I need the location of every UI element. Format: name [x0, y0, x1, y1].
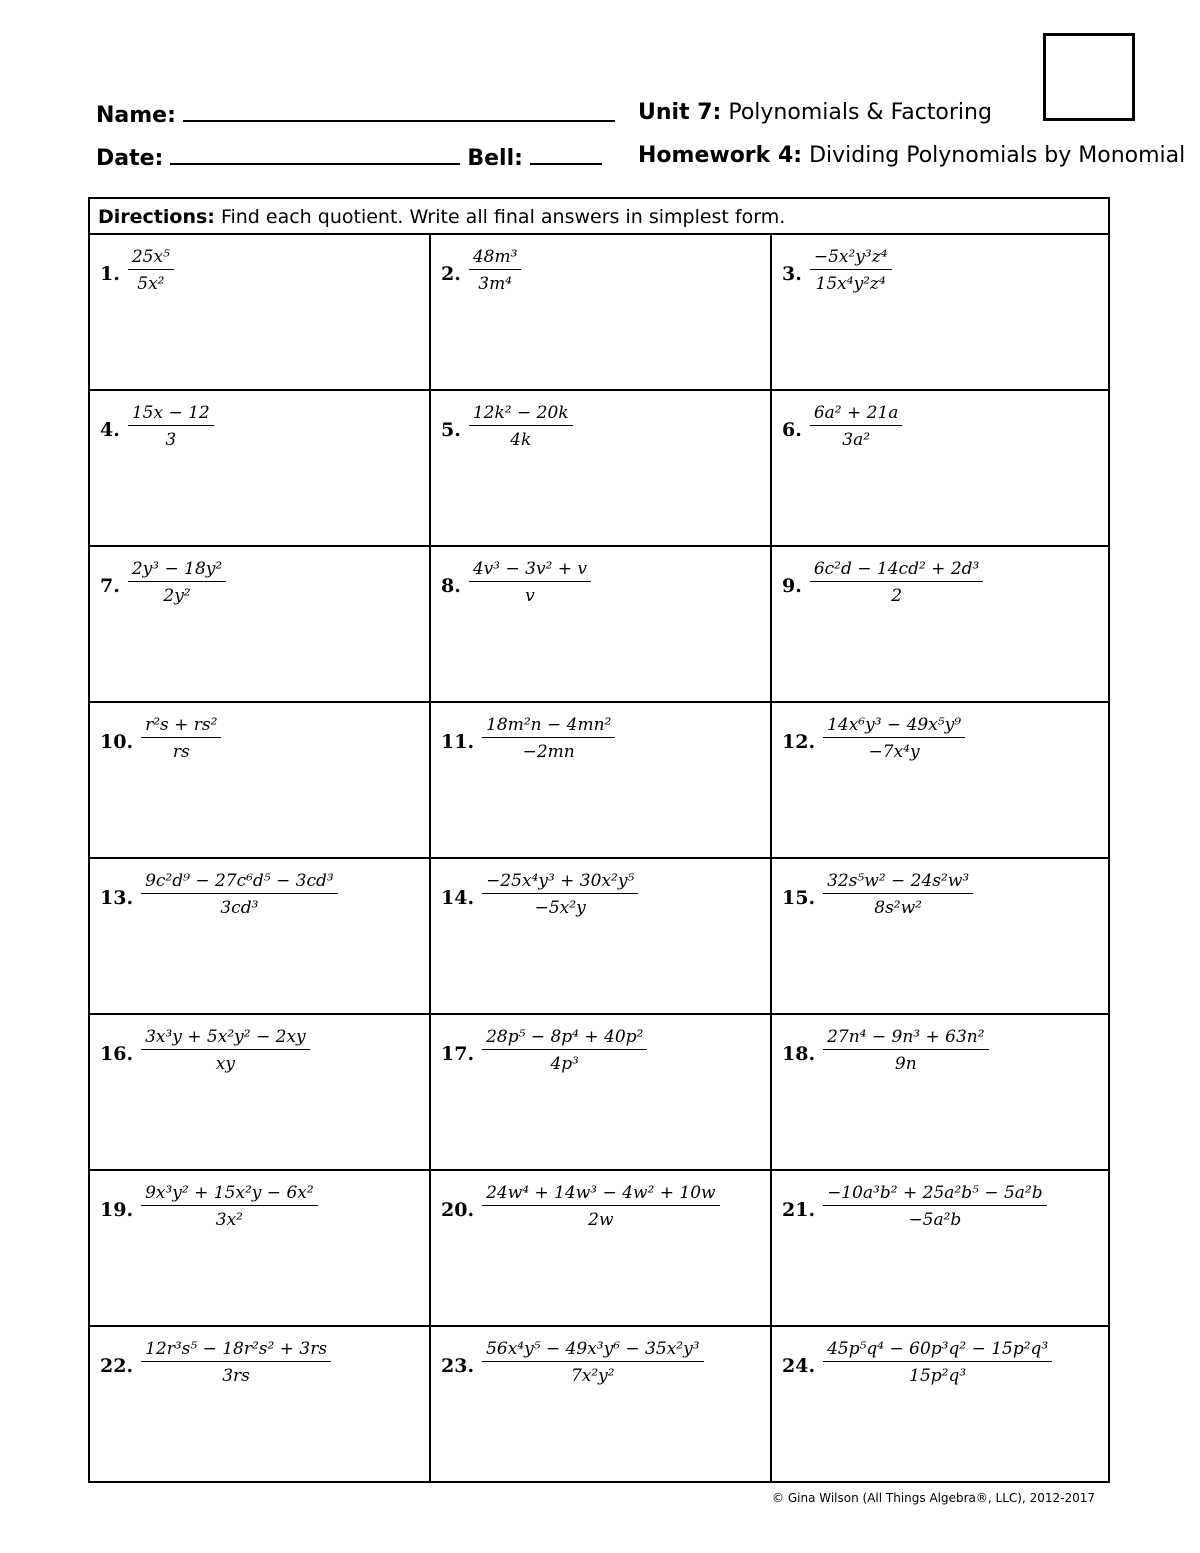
bell-field[interactable] [530, 143, 602, 165]
problem-grid [90, 235, 1108, 1483]
problem-fraction [810, 403, 903, 450]
date-field[interactable] [170, 143, 460, 165]
fraction-denominator: xy [215, 1054, 235, 1074]
problem-cell[interactable] [90, 1327, 431, 1483]
problem-number: 3. [782, 263, 802, 285]
fraction-numerator: 3x³y + 5x²y² − 2xy [141, 1027, 310, 1050]
problem-number: 11. [441, 731, 475, 753]
problem-fraction [141, 715, 221, 762]
fraction-numerator: 25x⁵ [128, 247, 174, 270]
problem-fraction [141, 1339, 331, 1386]
problem-cell[interactable] [431, 547, 772, 703]
homework-heading [638, 143, 1185, 168]
problem-number: 16. [100, 1043, 134, 1065]
copyright-footer: © Gina Wilson (All Things Algebra®, LLC), 2012-2017 [772, 1491, 1095, 1505]
problem-cell[interactable] [772, 391, 1108, 547]
fraction-denominator: 3x² [215, 1210, 243, 1230]
fraction-numerator: 32s⁵w² − 24s²w³ [823, 871, 973, 894]
problem-fraction [482, 871, 638, 918]
fraction-denominator: 7x²y² [570, 1366, 615, 1386]
problem-cell[interactable] [90, 1015, 431, 1171]
problem-cell[interactable] [431, 235, 772, 391]
directions-text: Find each quotient. Write all final answers in simplest form. [220, 206, 786, 228]
fraction-numerator: 12r³s⁵ − 18r²s² + 3rs [141, 1339, 331, 1362]
problem-number: 7. [100, 575, 120, 597]
problem-fraction [141, 1183, 318, 1230]
fraction-denominator: 2y² [163, 586, 191, 606]
problem-number: 24. [782, 1355, 816, 1377]
fraction-denominator: −2mn [522, 742, 575, 762]
fraction-denominator: rs [172, 742, 190, 762]
problem-number: 22. [100, 1355, 134, 1377]
problem-number: 23. [441, 1355, 475, 1377]
problem-fraction [482, 1027, 647, 1074]
problem-fraction [141, 871, 338, 918]
fraction-numerator: 12k² − 20k [469, 403, 573, 426]
worksheet-table [88, 197, 1110, 1483]
fraction-numerator: 9c²d⁹ − 27c⁶d⁵ − 3cd³ [141, 871, 338, 894]
name-field[interactable] [183, 100, 615, 122]
fraction-denominator: 15p²q³ [909, 1366, 967, 1386]
fraction-denominator: −5a²b [908, 1210, 962, 1230]
fraction-numerator: 6c²d − 14cd² + 2d³ [810, 559, 984, 582]
problem-cell[interactable] [90, 391, 431, 547]
directions-label: Directions: [98, 206, 215, 228]
unit-title: Polynomials & Factoring [728, 100, 992, 125]
fraction-numerator: 2y³ − 18y² [128, 559, 226, 582]
problem-number: 19. [100, 1199, 134, 1221]
fraction-numerator: 6a² + 21a [810, 403, 903, 426]
fraction-denominator: −5x²y [534, 898, 586, 918]
fraction-numerator: r²s + rs² [141, 715, 221, 738]
homework-title: Dividing Polynomials by Monomial [809, 143, 1186, 168]
date-row [96, 143, 602, 171]
problem-fraction [823, 1183, 1047, 1230]
fraction-denominator: 3a² [842, 430, 871, 450]
problem-fraction [823, 871, 973, 918]
problem-cell[interactable] [772, 547, 1108, 703]
fraction-denominator: 3 [165, 430, 177, 450]
fraction-denominator: 15x⁴y²z⁴ [815, 274, 886, 294]
problem-number: 10. [100, 731, 134, 753]
problem-cell[interactable] [90, 1171, 431, 1327]
problem-fraction [482, 1183, 720, 1230]
problem-number: 12. [782, 731, 816, 753]
fraction-numerator: 24w⁴ + 14w³ − 4w² + 10w [482, 1183, 720, 1206]
problem-cell[interactable] [90, 547, 431, 703]
problem-cell[interactable] [90, 235, 431, 391]
fraction-denominator: 2w [588, 1210, 614, 1230]
problem-number: 9. [782, 575, 802, 597]
problem-fraction [469, 247, 522, 294]
fraction-numerator: −5x²y³z⁴ [810, 247, 892, 270]
name-row [96, 100, 615, 128]
problem-cell[interactable] [431, 1015, 772, 1171]
fraction-denominator: 3cd³ [220, 898, 259, 918]
fraction-numerator: 45p⁵q⁴ − 60p³q² − 15p²q³ [823, 1339, 1052, 1362]
fraction-numerator: 27n⁴ − 9n³ + 63n² [823, 1027, 988, 1050]
problem-cell[interactable] [772, 1171, 1108, 1327]
fraction-denominator: 4p³ [550, 1054, 579, 1074]
problem-fraction [469, 403, 573, 450]
problem-cell[interactable] [772, 235, 1108, 391]
problem-fraction [128, 559, 226, 606]
problem-number: 4. [100, 419, 120, 441]
problem-number: 21. [782, 1199, 816, 1221]
problem-cell[interactable] [90, 703, 431, 859]
fraction-numerator: 28p⁵ − 8p⁴ + 40p² [482, 1027, 647, 1050]
problem-fraction [141, 1027, 310, 1074]
problem-cell[interactable] [431, 1327, 772, 1483]
fraction-numerator: −10a³b² + 25a²b⁵ − 5a²b [823, 1183, 1047, 1206]
problem-fraction [128, 403, 214, 450]
homework-prefix: Homework 4: [638, 143, 803, 168]
fraction-numerator: 48m³ [469, 247, 522, 270]
fraction-numerator: 15x − 12 [128, 403, 214, 426]
problem-fraction [810, 559, 984, 606]
fraction-numerator: 4v³ − 3v² + v [469, 559, 591, 582]
problem-number: 15. [782, 887, 816, 909]
fraction-numerator: −25x⁴y³ + 30x²y⁵ [482, 871, 638, 894]
fraction-numerator: 14x⁶y³ − 49x⁵y⁹ [823, 715, 965, 738]
problem-cell[interactable] [431, 859, 772, 1015]
problem-fraction [128, 247, 174, 294]
problem-fraction [469, 559, 591, 606]
date-label: Date: [96, 146, 164, 171]
problem-number: 13. [100, 887, 134, 909]
problem-number: 17. [441, 1043, 475, 1065]
fraction-numerator: 9x³y² + 15x²y − 6x² [141, 1183, 318, 1206]
unit-heading [638, 100, 992, 125]
problem-number: 20. [441, 1199, 475, 1221]
problem-cell[interactable] [772, 1015, 1108, 1171]
score-box[interactable] [1043, 33, 1135, 121]
problem-number: 8. [441, 575, 461, 597]
fraction-denominator: 9n [894, 1054, 917, 1074]
problem-cell[interactable] [431, 1171, 772, 1327]
problem-cell[interactable] [431, 391, 772, 547]
problem-number: 2. [441, 263, 461, 285]
fraction-denominator: v [525, 586, 535, 606]
fraction-numerator: 56x⁴y⁵ − 49x³y⁶ − 35x²y³ [482, 1339, 703, 1362]
fraction-denominator: −7x⁴y [868, 742, 920, 762]
problem-number: 14. [441, 887, 475, 909]
problem-cell[interactable] [431, 703, 772, 859]
fraction-numerator: 18m²n − 4mn² [482, 715, 615, 738]
problem-cell[interactable] [772, 859, 1108, 1015]
problem-fraction [823, 715, 965, 762]
problem-number: 5. [441, 419, 461, 441]
name-label: Name: [96, 103, 176, 128]
bell-label: Bell: [467, 146, 523, 171]
fraction-denominator: 8s²w² [874, 898, 922, 918]
problem-fraction [810, 247, 892, 294]
fraction-denominator: 5x² [137, 274, 165, 294]
problem-fraction [823, 1339, 1052, 1386]
fraction-denominator: 2 [891, 586, 903, 606]
problem-number: 1. [100, 263, 120, 285]
problem-number: 6. [782, 419, 802, 441]
directions-bar [90, 199, 1108, 235]
problem-fraction [482, 715, 615, 762]
problem-cell[interactable] [772, 1327, 1108, 1483]
unit-prefix: Unit 7: [638, 100, 722, 125]
problem-cell[interactable] [772, 703, 1108, 859]
problem-cell[interactable] [90, 859, 431, 1015]
problem-number: 18. [782, 1043, 816, 1065]
problem-fraction [482, 1339, 703, 1386]
fraction-denominator: 3m⁴ [478, 274, 513, 294]
fraction-denominator: 3rs [222, 1366, 250, 1386]
fraction-denominator: 4k [510, 430, 532, 450]
problem-fraction [823, 1027, 988, 1074]
